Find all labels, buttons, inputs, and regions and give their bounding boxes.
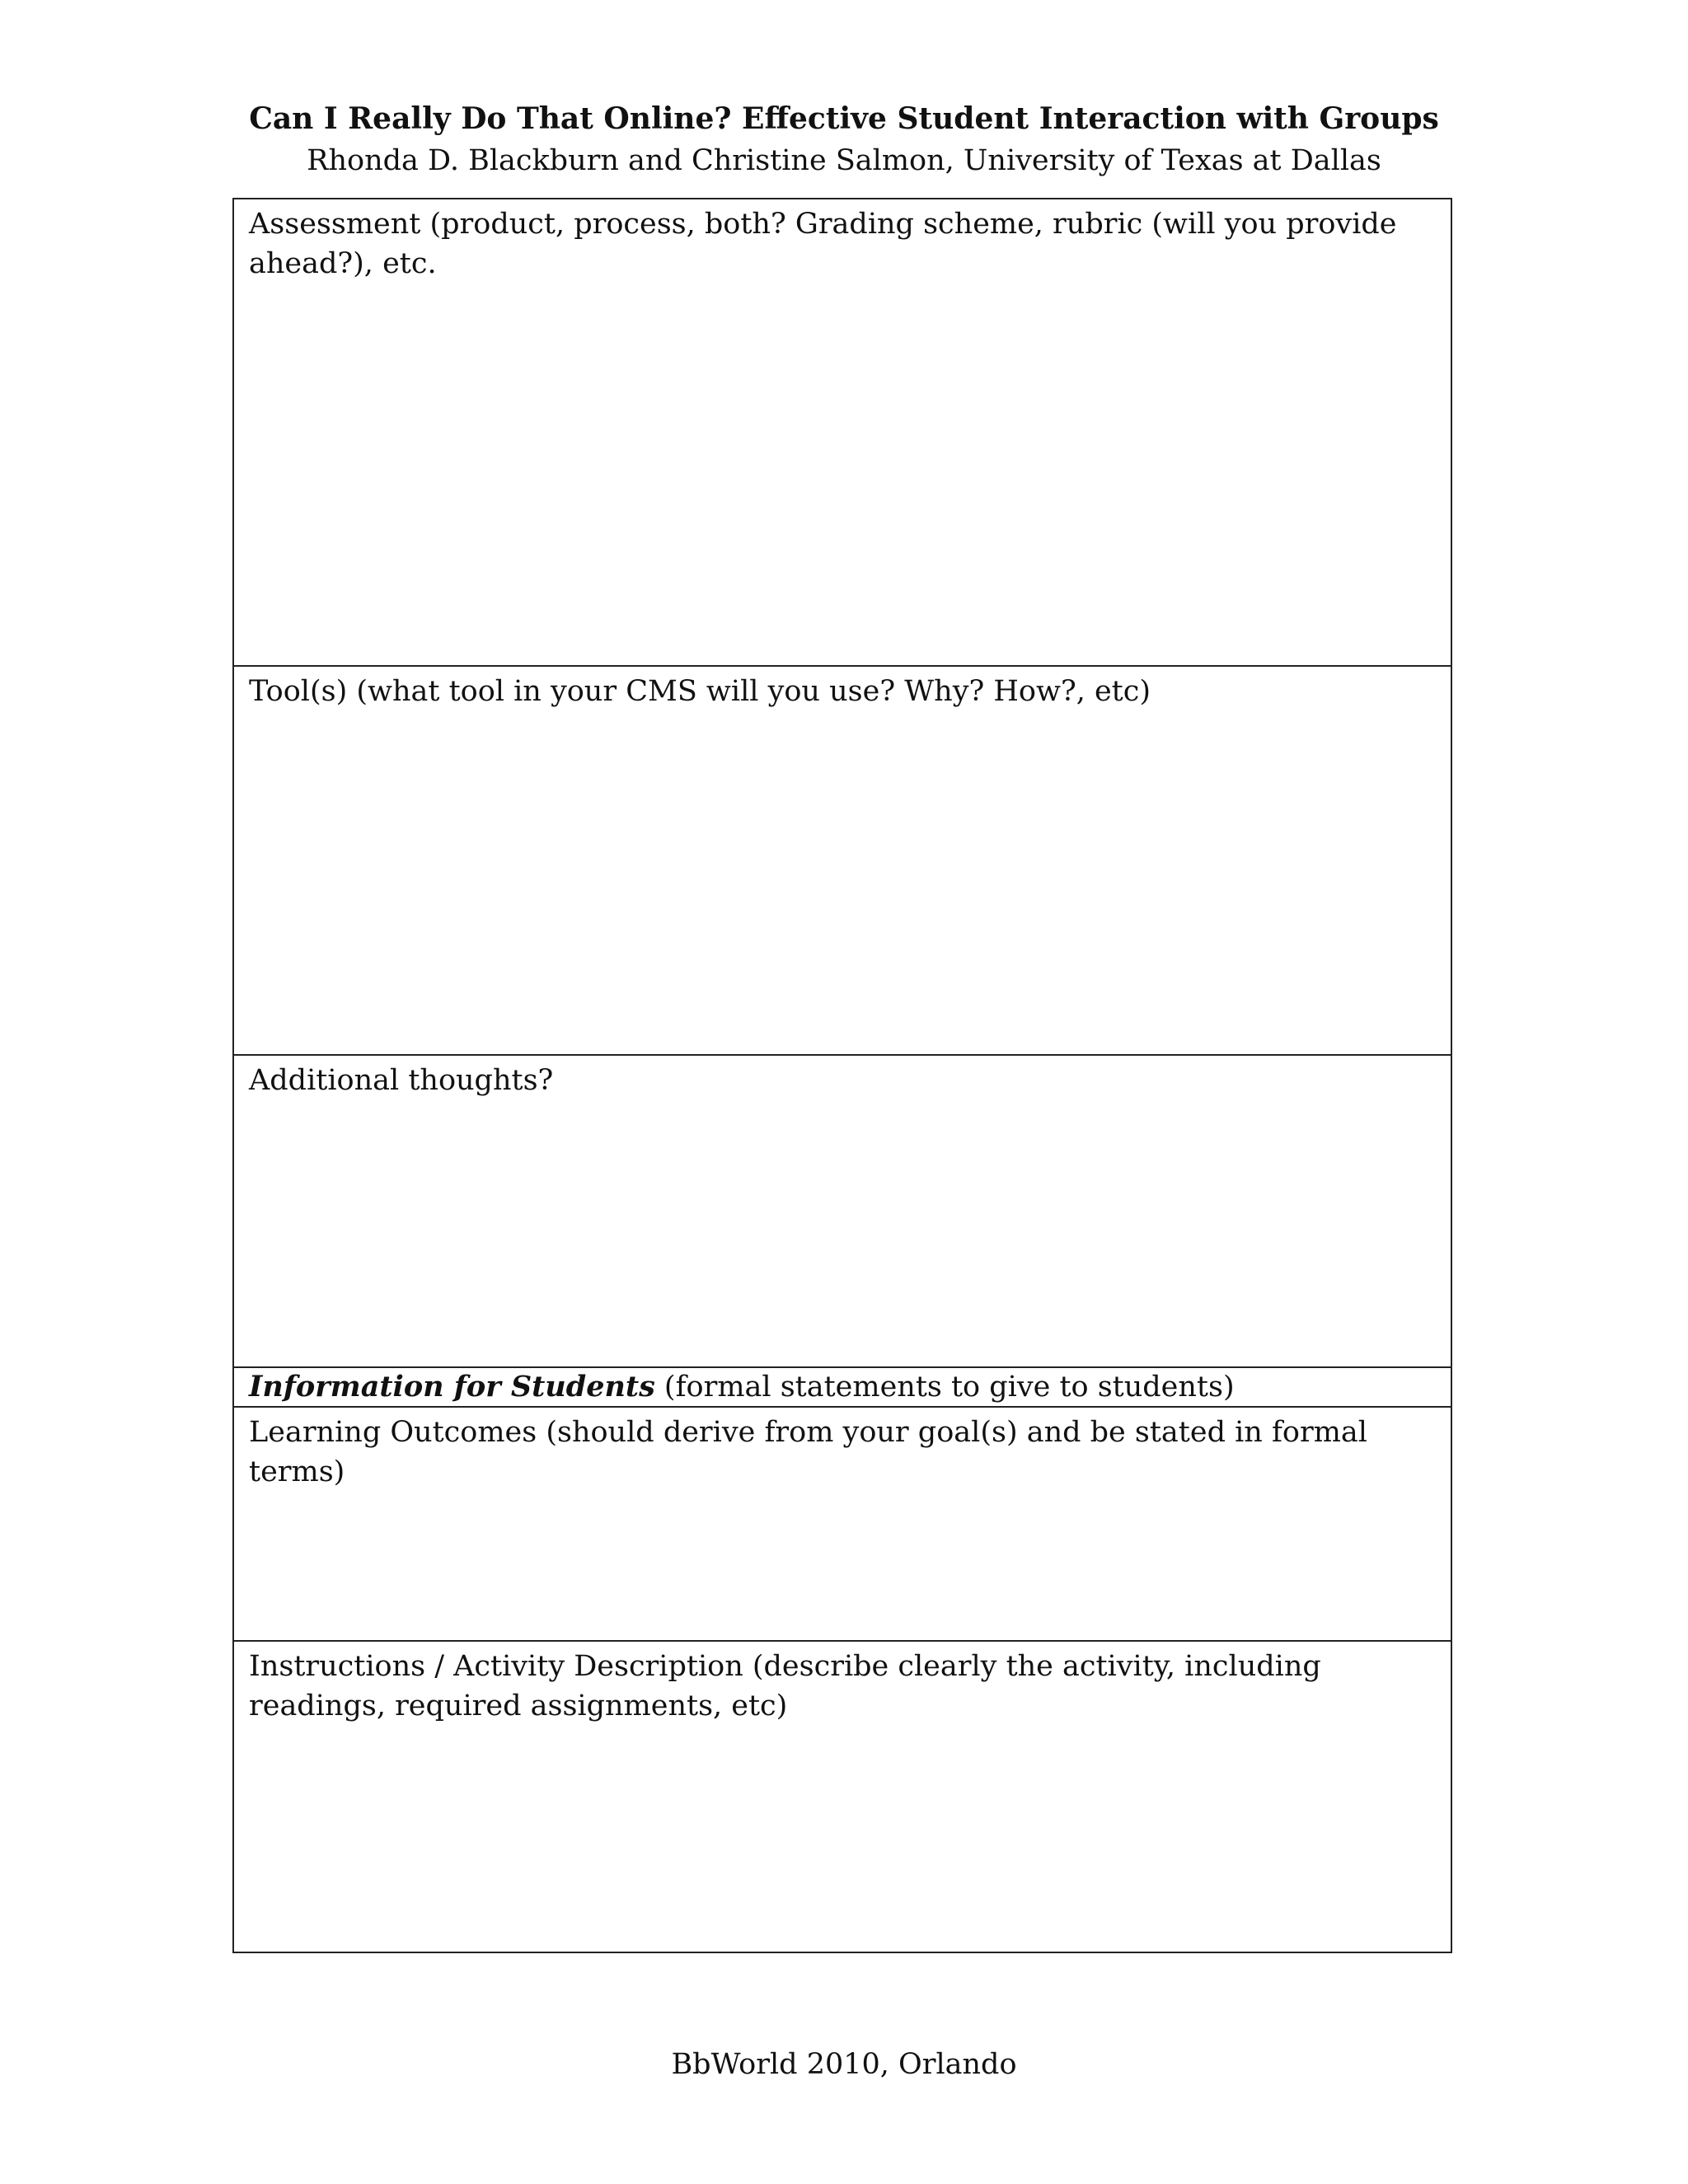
tools-label: Tool(s) (what tool in your CMS will you use? Why? How?, etc) [249, 675, 1151, 708]
instructions-cell[interactable] [233, 1641, 1451, 1952]
additional-thoughts-row [233, 1055, 1451, 1367]
assessment-row [233, 199, 1451, 666]
document-authors: Rhonda D. Blackburn and Christine Salmon, University of Texas at Dallas [307, 144, 1381, 177]
information-for-students-heading: Information for Students [249, 1370, 655, 1404]
learning-outcomes-row [233, 1407, 1451, 1641]
instructions-label: Instructions / Activity Description (describe clearly the activity, including readings, required assignments, etc) [249, 1650, 1321, 1722]
information-for-students-cell [233, 1367, 1451, 1407]
learning-outcomes-cell[interactable] [233, 1407, 1451, 1641]
document-title: Can I Really Do That Online? Effective Student Interaction with Groups [249, 101, 1439, 136]
tools-cell[interactable] [233, 666, 1451, 1055]
additional-thoughts-label: Additional thoughts? [249, 1064, 554, 1097]
assessment-label: Assessment (product, process, both? Grading scheme, rubric (will you provide ahead?), etc. [249, 208, 1397, 280]
assessment-cell[interactable] [233, 199, 1451, 666]
planning-form-table [232, 198, 1452, 1953]
document-footer: BbWorld 2010, Orlando [671, 2048, 1017, 2081]
document-header [0, 97, 1688, 181]
information-for-students-row [233, 1367, 1451, 1407]
instructions-row [233, 1641, 1451, 1952]
learning-outcomes-label: Learning Outcomes (should derive from your goal(s) and be stated in formal terms) [249, 1416, 1367, 1488]
additional-thoughts-cell[interactable] [233, 1055, 1451, 1367]
information-for-students-note: (formal statements to give to students) [654, 1371, 1235, 1404]
tools-row [233, 666, 1451, 1055]
